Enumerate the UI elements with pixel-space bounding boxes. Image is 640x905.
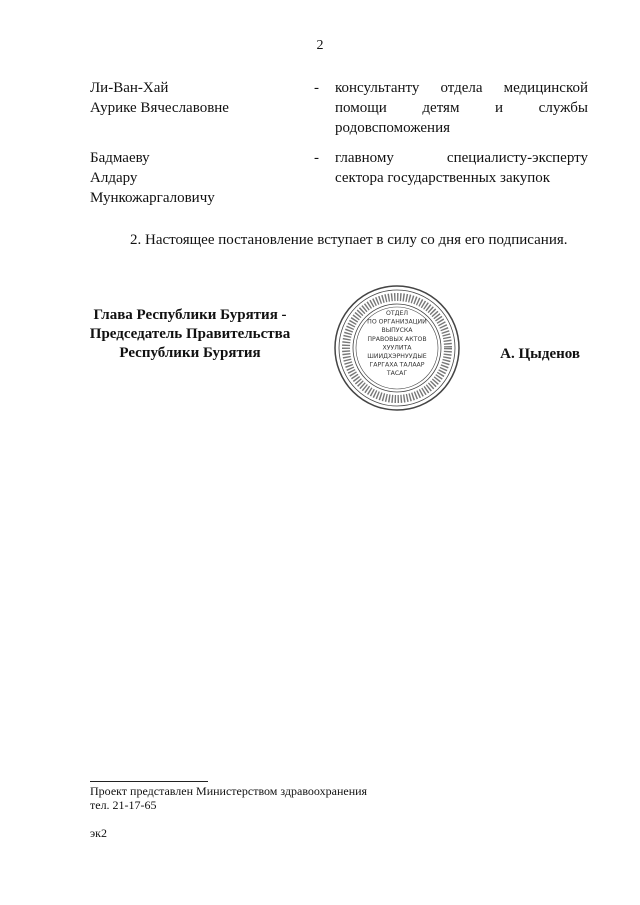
appointee-duty-2: главному специалисту-эксперту сектора государственных закупок [335,150,588,186]
dash-separator: - [314,150,319,166]
appointee-name-2 [90,148,300,208]
official-seal [333,284,461,412]
seal-text-line: ТАСАГ [386,370,408,378]
appointee-duty-1: консультанту отдела медицинской помощи детям и службы родовспоможения [335,80,588,136]
name-line: Алдару [90,170,138,186]
appointee-name-1 [90,78,300,118]
name-line: Мункожаргаловичу [90,190,215,206]
name-line: Аурике Вячеславовне [90,100,229,116]
name-line: Бадмаеву [90,150,150,166]
seal-text-line: ГАРГАХА ТАЛААР [369,361,425,369]
footer-prepared-by: Проект представлен Министерством здравоохранения [90,784,368,798]
seal-text-line: ХУУЛИТА [382,344,412,352]
signatory-title-line: Председатель Правительства [89,326,291,342]
seal-text-line: ПО ОРГАНИЗАЦИИ [367,318,427,326]
seal-text-line: ОТДЕЛ [385,310,409,317]
seal-text-line: ШИИДХЭРНУУДЫЕ [367,353,427,360]
seal-text-line: ПРАВОВЫХ АКТОВ [367,335,427,343]
footer-phone: тел. 21-17-65 [90,798,157,812]
seal-graphic [333,284,461,412]
effective-clause: 2. Настоящее постановление вступает в силу со дня его подписания. [130,232,568,248]
seal-text-line: ВЫПУСКА [381,327,413,335]
signatory-title-line: Республики Бурятия [119,345,261,361]
signatory-name: А. Цыденов [500,346,580,362]
page-number: 2 [316,38,324,53]
name-line: Ли-Ван-Хай [90,80,169,96]
seal-center-text [367,310,427,377]
dash-separator: - [314,80,319,96]
footer-code: эк2 [90,826,107,840]
signatory-title [70,306,310,363]
footer-divider [90,781,208,782]
signatory-title-line: Глава Республики Бурятия - [93,307,287,323]
